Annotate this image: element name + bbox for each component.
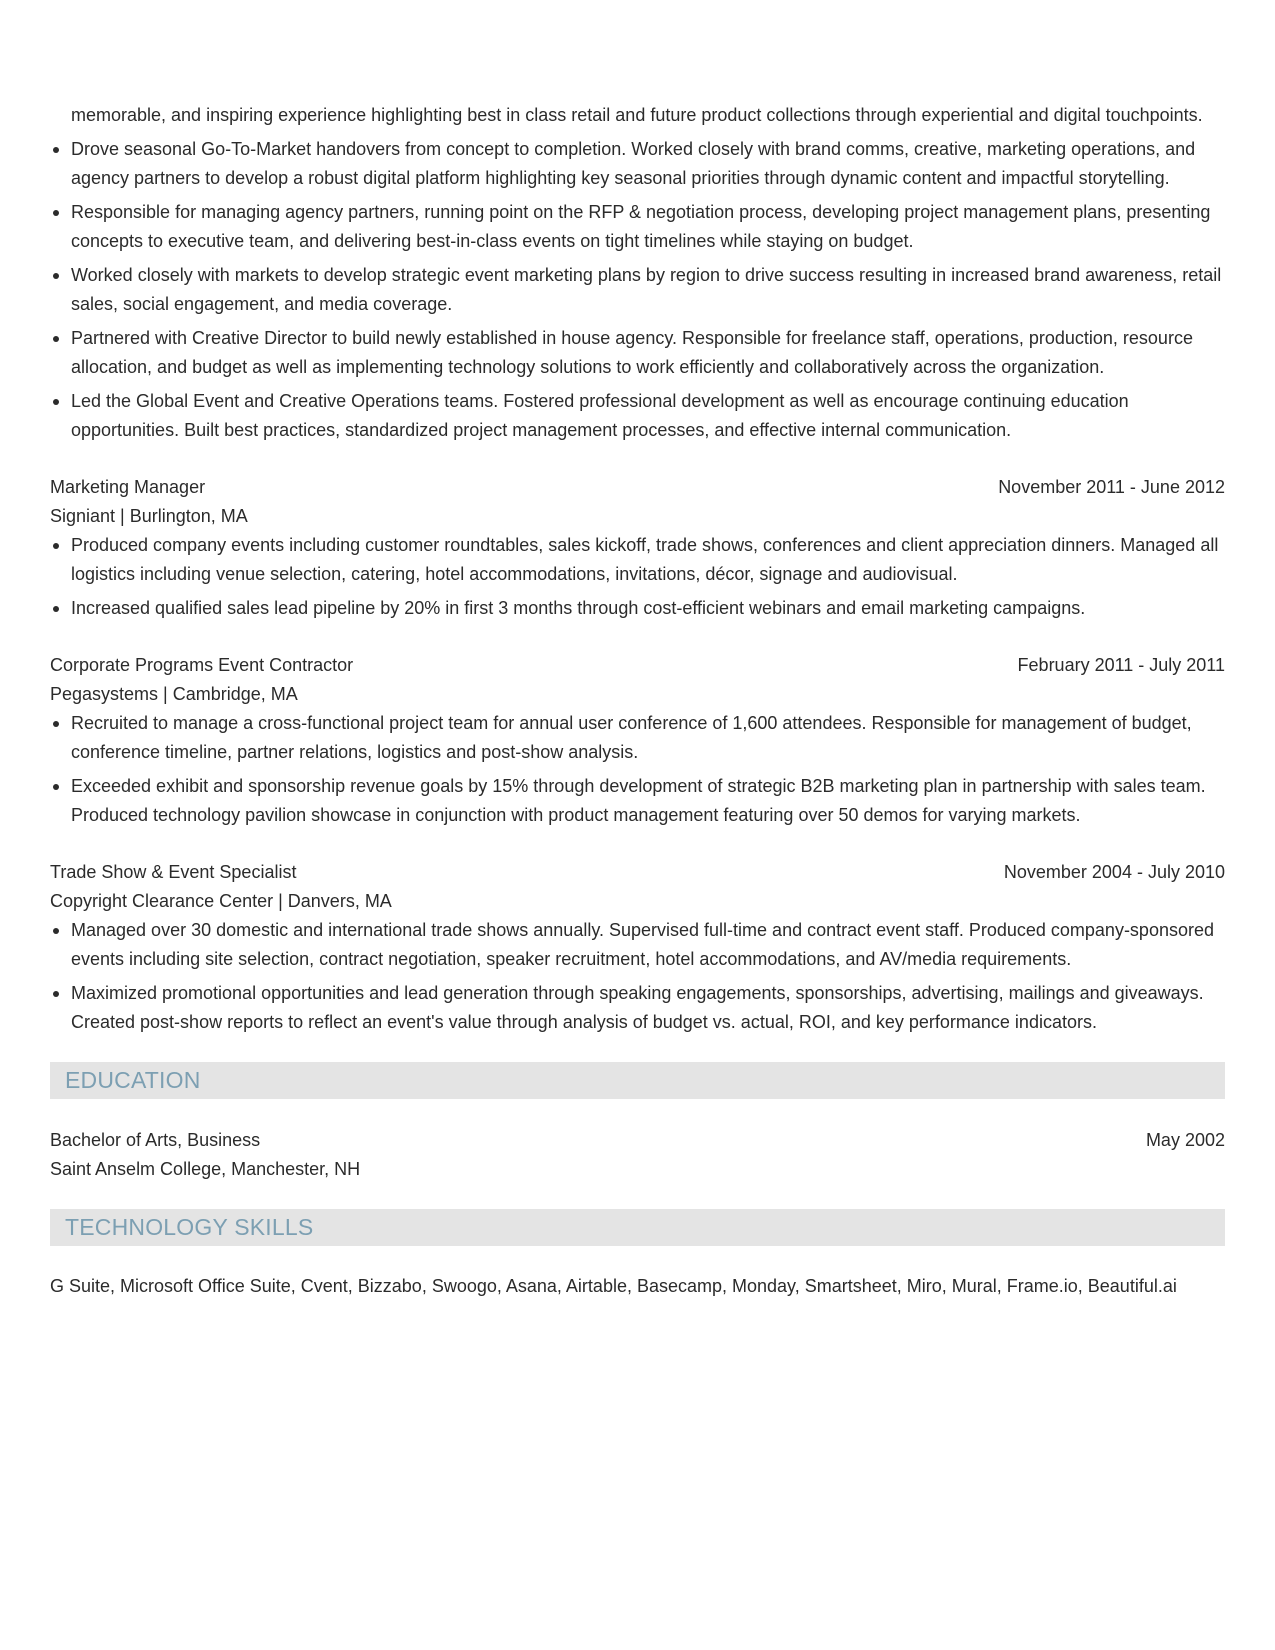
job-organization: Pegasystems | Cambridge, MA [50,684,298,704]
education-school-row [50,1155,1225,1184]
education-heading: EDUCATION [65,1067,201,1093]
job-bullets [50,916,1225,1037]
job-header [50,651,1225,680]
degree: Bachelor of Arts, Business [50,1130,261,1150]
job-title: Corporate Programs Event Contractor [50,655,354,675]
experience-bullet: Led the Global Event and Creative Operations teams. Fostered professional development as well as encourage continuing education opportunities. Built best practices, standardized project management processes, and effective internal communication. [50,387,1225,445]
job-dates: November 2004 - July 2010 [1003,862,1225,882]
education-heading-bar [50,1062,1225,1099]
experience-continued-list [50,101,1225,445]
education-date: May 2002 [1145,1130,1225,1150]
job-bullet: Maximized promotional opportunities and lead generation through speaking engagements, sponsorships, advertising, mailings and giveaways. Created post-show reports to reflect an event's value through analysis of budget vs. actual, ROI, and key performance indicators. [50,979,1225,1037]
job-entry [50,858,1225,1037]
job-title: Trade Show & Event Specialist [50,862,297,882]
job-organization: Copyright Clearance Center | Danvers, MA [50,891,392,911]
job-bullets [50,531,1225,623]
skills-heading-bar [50,1209,1225,1246]
school: Saint Anselm College, Manchester, NH [50,1159,361,1179]
skills-text: G Suite, Microsoft Office Suite, Cvent, Bizzabo, Swoogo, Asana, Airtable, Basecamp, Monday, Smartsheet, Miro, Mural, Frame.io, Beautiful.ai [50,1276,1177,1296]
education-row [50,1126,1225,1155]
job-entry [50,651,1225,830]
experience-continued [50,101,1225,445]
job-header [50,473,1225,502]
job-bullet: Increased qualified sales lead pipeline by 20% in first 3 months through cost-efficient webinars and email marketing campaigns. [50,594,1225,623]
experience-bullet: Worked closely with markets to develop strategic event marketing plans by region to drive success resulting in increased brand awareness, retail sales, social engagement, and media coverage. [50,261,1225,319]
job-bullet: Managed over 30 domestic and international trade shows annually. Supervised full-time and contract event staff. Produced company-sponsored events including site selection, contract negotiation, speaker recruitment, hotel accommodations, and AV/media requirements. [50,916,1225,974]
education-entry [50,1126,1225,1184]
job-title: Marketing Manager [50,477,206,497]
experience-bullet: Drove seasonal Go-To-Market handovers from concept to completion. Worked closely with brand comms, creative, marketing operations, and agency partners to develop a robust digital platform highlighting key seasonal priorities through dynamic content and impactful storytelling. [50,135,1225,193]
job-dates: November 2011 - June 2012 [998,477,1225,497]
experience-bullet: Responsible for managing agency partners, running point on the RFP & negotiation process, developing project management plans, presenting concepts to executive team, and delivering best-in-class events on tight timelines while staying on budget. [50,198,1225,256]
carryover-text: memorable, and inspiring experience highlighting best in class retail and future product collections through experiential and digital touchpoints. [71,105,1203,125]
job-entry [50,473,1225,623]
experience-bullet: Partnered with Creative Director to build newly established in house agency. Responsible for freelance staff, operations, production, resource allocation, and budget as well as implementing technology solutions to work efficiently and collaboratively across the organization. [50,324,1225,382]
job-bullets [50,709,1225,830]
skills-heading: TECHNOLOGY SKILLS [65,1214,314,1240]
job-bullet: Exceeded exhibit and sponsorship revenue goals by 15% through development of strategic B2B marketing plan in partnership with sales team. Produced technology pavilion showcase in conjunction with product management featuring over 50 demos for varying markets. [50,772,1225,830]
job-dates: February 2011 - July 2011 [1017,655,1225,675]
job-bullet: Produced company events including customer roundtables, sales kickoff, trade shows, conferences and client appreciation dinners. Managed all logistics including venue selection, catering, hotel accommodations, invitations, décor, signage and audiovisual. [50,531,1225,589]
job-bullet: Recruited to manage a cross-functional project team for annual user conference of 1,600 attendees. Responsible for management of budget, conference timeline, partner relations, logistics and post-show analysis. [50,709,1225,767]
job-organization: Signiant | Burlington, MA [50,506,248,526]
job-header [50,858,1225,887]
